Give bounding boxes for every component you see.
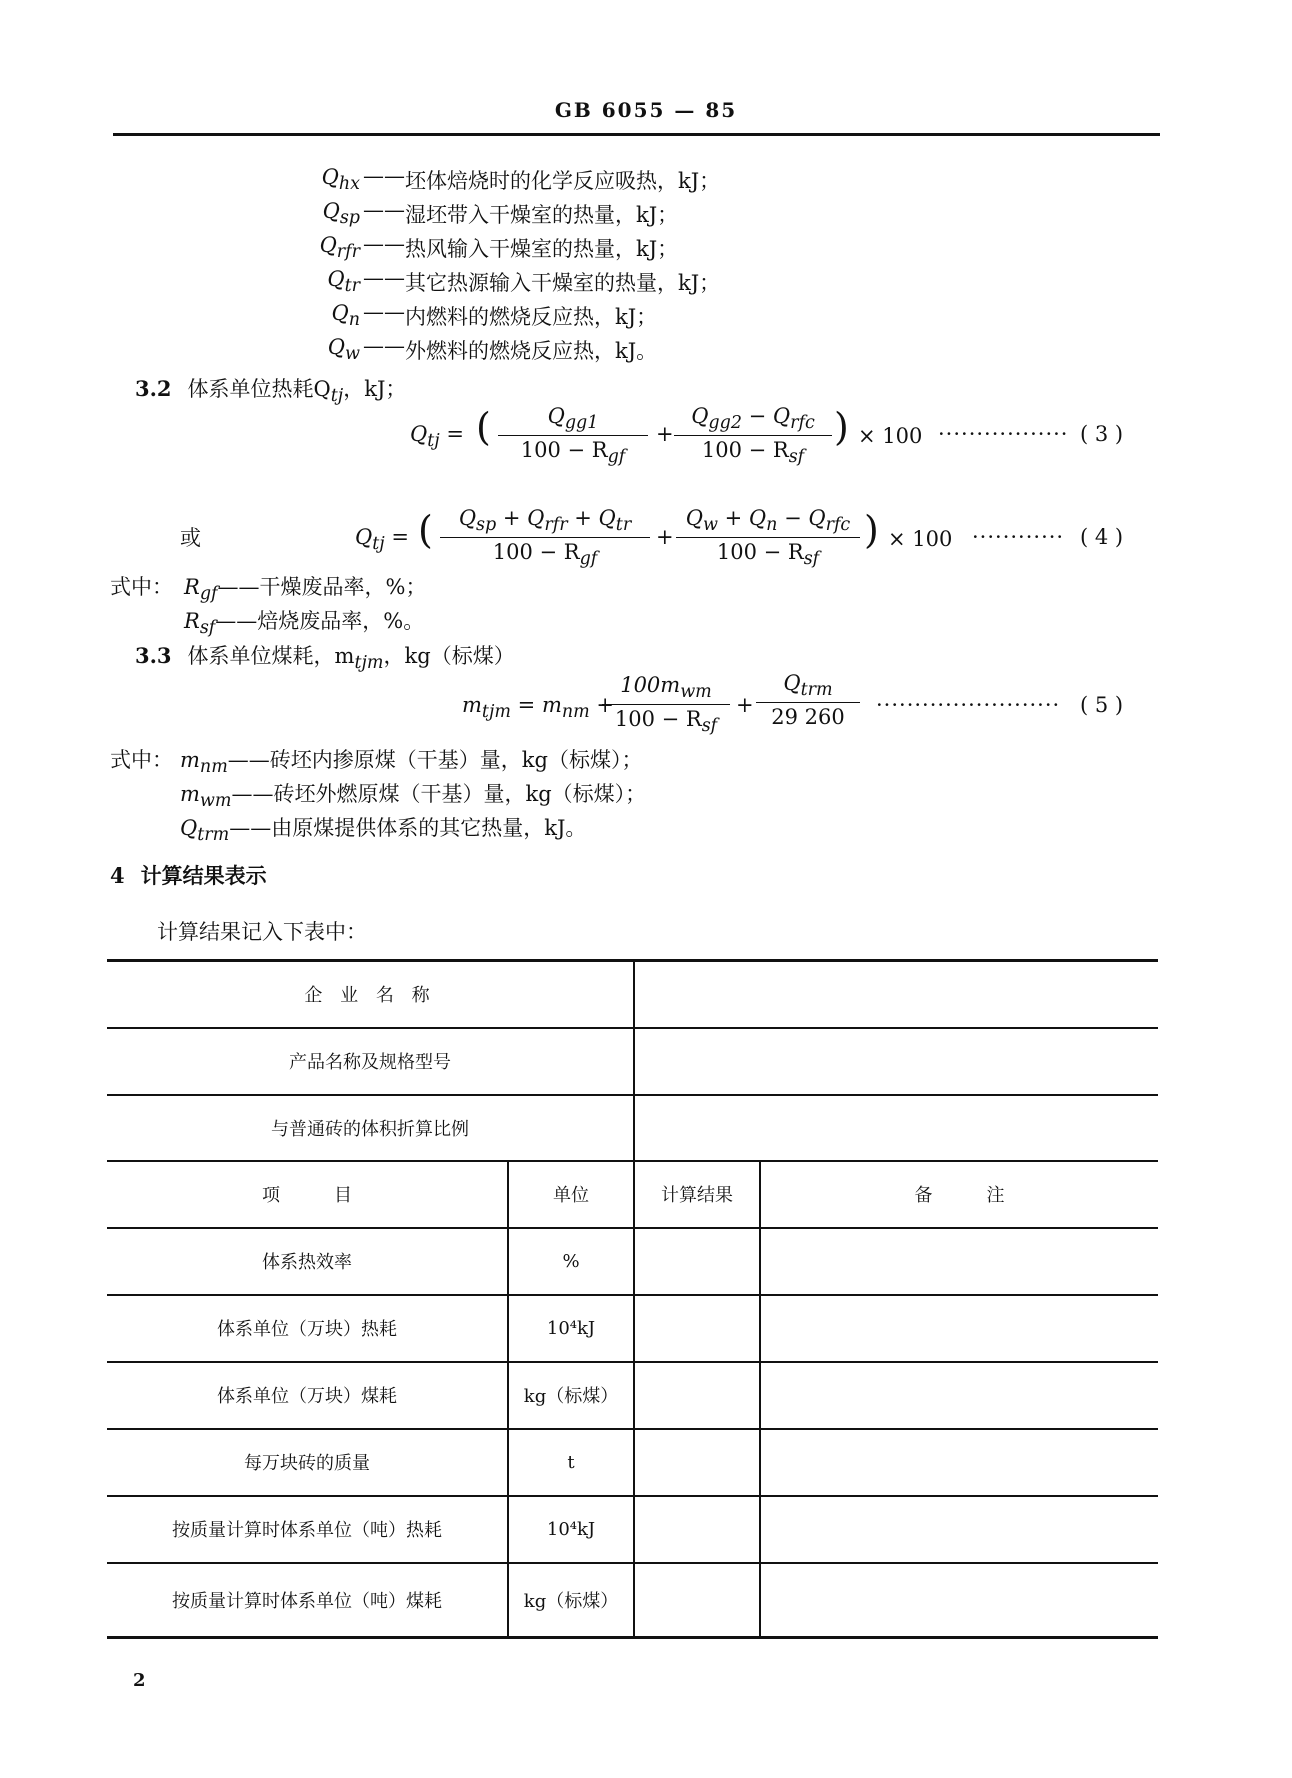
fraction-denominator: 100 − R [614,707,702,732]
intro-text: 计算结果记入下表中： [157,920,367,944]
fraction-numerator-subscript: rfc [790,413,815,434]
fraction-numerator-term: − Q [741,404,791,428]
table-value-company[interactable] [635,961,1158,1027]
definition-dash: —— [229,816,272,840]
definition-text: 干燥废品率，%； [259,575,427,599]
fraction-denominator-subscript: sf [803,549,820,570]
fraction-numerator-subscript: gg2 [708,413,742,434]
formula-label: ( 3 ) [1080,422,1124,446]
table-label-conversion: 与普通砖的体积折算比例 [271,1118,469,1140]
section-title: 计算结果表示 [140,863,267,888]
formula-label: ( 5 ) [1080,693,1124,717]
row-unit: 10⁴kJ [546,1317,596,1339]
fraction-numerator-term: + Q [717,506,767,530]
formula-lhs-subscript: tjm [481,702,511,723]
fraction-numerator-subscript: rfr [544,515,568,536]
section-number: 3.2 [135,376,172,401]
definition-dash: —— [227,748,270,772]
definition-dash: —— [363,198,405,222]
definition-symbol: Q [319,233,337,257]
header-unit: 单位 [553,1185,589,1206]
definition-text: 砖坯外燃原煤（干基）量，kg（标煤）； [273,782,647,806]
definition-dash: —— [217,575,260,599]
definition-subscript: tr [344,276,360,297]
fraction-numerator-subscript: gg1 [564,413,599,434]
fraction-numerator-term: + Q [567,506,616,530]
formula-plus: + [736,693,754,717]
definition-subscript: hx [338,174,360,195]
definition-dash: —— [363,300,405,324]
definition-symbol: Q [327,335,346,359]
definition-subscript: w [345,344,360,365]
fraction-numerator: Q [685,506,703,530]
definition-text: 由原煤提供体系的其它热量，kJ。 [271,816,587,840]
section-3-2 [135,373,406,406]
fraction-numerator: 100m [620,673,681,697]
definition-symbol: Q [327,267,345,291]
definition-subscript: sp [339,208,360,229]
formula-plus: + [596,693,615,717]
fraction-2 [674,404,832,467]
definition-row [200,267,760,301]
section-number: 4 [110,863,125,888]
definition-row [180,778,646,811]
fraction-denominator-subscript: sf [788,447,805,468]
definition-text: 内燃料的燃烧反应热，kJ； [405,305,658,329]
row-result[interactable] [635,1295,759,1361]
document-header: GB 6055 — 85 [554,98,738,122]
definition-subscript: sf [199,618,216,639]
definition-subscript: gf [199,584,218,605]
row-result[interactable] [635,1563,759,1636]
header-rule [113,133,1160,136]
section-subscript: tj [330,386,344,407]
section-4 [110,860,267,890]
section-subscript: tjm [354,653,384,674]
header-result: 计算结果 [661,1185,733,1206]
table-value-product[interactable] [635,1028,1158,1094]
table-divider [759,1160,761,1638]
definition-subscript: nm [199,757,228,778]
definition-dash: —— [215,609,258,633]
section-text: 体系单位热耗Q [187,377,331,401]
definition-subscript: rfr [336,242,360,263]
section-unit: ，kJ； [343,377,407,401]
definition-dash: —— [363,334,405,358]
definition-dash: —— [363,164,405,188]
definition-text: 砖坯内掺原煤（干基）量，kg（标煤）； [269,748,643,772]
definition-symbol: m [180,782,200,806]
definition-text: 湿坯带入干燥室的热量，kJ； [405,203,679,227]
fraction-denominator-subscript: gf [579,549,598,570]
definition-row [180,812,586,845]
fraction-2 [676,506,860,569]
row-item: 按质量计算时体系单位（吨）热耗 [172,1520,442,1541]
definition-symbol: Q [322,199,340,223]
row-result[interactable] [635,1362,759,1428]
fraction-denominator: 100 − R [520,438,608,463]
formula-subscript: nm [561,702,590,723]
row-item: 体系热效率 [262,1252,352,1273]
row-result[interactable] [635,1228,759,1294]
fraction-numerator-term: − Q [777,506,826,530]
definition-subscript: n [348,310,360,331]
definition-text: 坯体焙烧时的化学反应吸热，kJ； [405,169,721,193]
fraction-numerator-subscript: wm [680,682,712,703]
formula-leader-dots: ············ [972,525,1065,549]
fraction-numerator: Q [458,506,477,530]
section-3-3 [135,640,515,673]
row-unit: kg（标煤） [523,1590,619,1612]
definition-symbol: Q [331,301,349,325]
definition-dash: —— [363,266,405,290]
left-paren: ( [418,508,433,552]
section-unit: ，kg（标煤） [383,644,515,668]
definition-text: 热风输入干燥室的热量，kJ； [405,237,679,261]
row-item: 按质量计算时体系单位（吨）煤耗 [172,1590,442,1612]
fraction-denominator: 100 − R [701,438,789,463]
definition-row [184,605,424,638]
fraction-numerator-term: + Q [496,506,545,530]
fraction-1 [440,506,650,569]
definition-row [200,301,760,335]
formula-plus: + [656,525,674,549]
formula-equals: = [391,525,409,549]
row-unit: kg（标煤） [523,1386,619,1407]
definition-text: 其它热源输入干燥室的热量，kJ； [405,271,721,295]
definition-row [184,571,426,604]
formula-equals: = [446,422,464,446]
definition-dash: —— [231,782,274,806]
formula-lhs: Q [410,422,428,446]
formula-lhs-subscript: tj [372,534,385,555]
table-label-product: 产品名称及规格型号 [289,1052,451,1073]
row-result[interactable] [635,1429,759,1495]
row-item: 体系单位（万块）热耗 [217,1319,397,1340]
definition-row [200,199,760,233]
row-item: 每万块砖的质量 [244,1453,370,1474]
definition-symbol: Q [321,165,339,189]
formula-lhs: m [462,693,482,717]
definition-symbol: Q [180,816,198,840]
section-number: 3.3 [135,643,172,668]
where-label: 式中： [110,748,173,772]
formula-leader-dots: ················· [938,422,1069,446]
formula-times: × 100 [888,527,953,551]
formula-label: ( 4 ) [1080,525,1124,549]
header-note: 备 注 [914,1185,1005,1206]
formula-equals: = m [517,693,562,717]
fraction-denominator: 29 260 [756,702,860,729]
section-text: 体系单位煤耗，m [187,644,355,668]
row-item: 体系单位（万块）煤耗 [217,1386,397,1407]
definition-row [180,744,642,777]
results-table [107,959,1158,1639]
definition-row [200,165,760,199]
header-item: 项 目 [262,1185,352,1206]
definition-row [200,233,760,267]
fraction-1 [602,673,730,736]
row-unit: % [562,1250,580,1272]
or-label: 或 [180,526,201,550]
fraction-numerator-subscript: w [702,515,718,536]
page-number: 2 [133,1670,146,1691]
fraction-numerator-subscript: trm [800,680,833,701]
formula-lhs-subscript: tj [427,431,440,452]
fraction-numerator-subscript: rfc [825,515,851,536]
fraction-numerator-subscript: sp [476,515,497,536]
definition-dash: —— [363,232,405,256]
definition-row [200,335,760,369]
fraction-numerator-subscript: tr [615,515,632,536]
definition-subscript: trm [197,825,230,846]
definition-text: 焙烧废品率，%。 [257,609,425,633]
fraction-2 [756,671,860,729]
definition-symbol: R [184,575,200,599]
fraction-denominator: 100 − R [492,540,580,565]
fraction-1 [498,404,648,467]
row-unit: t [567,1451,575,1473]
definition-text: 外燃料的燃烧反应热，kJ。 [405,339,658,363]
fraction-denominator: 100 − R [716,540,804,565]
table-value-conversion[interactable] [635,1095,1158,1160]
fraction-numerator: Q [691,404,709,428]
fraction-denominator-subscript: gf [607,447,626,468]
table-label-company: 企 业 名 称 [304,985,436,1006]
definition-symbol: R [184,609,200,633]
formula-lhs: Q [355,525,373,549]
definition-symbol: m [180,748,200,772]
row-result[interactable] [635,1496,759,1562]
definition-subscript: wm [199,791,232,812]
right-paren: ) [834,405,849,449]
fraction-numerator: Q [547,404,565,428]
fraction-numerator-subscript: n [766,515,778,536]
fraction-denominator-subscript: sf [701,716,718,737]
formula-plus: + [656,422,674,446]
formula-leader-dots: ························ [876,693,1061,717]
row-unit: 10⁴kJ [546,1518,596,1540]
fraction-numerator: Q [783,671,801,695]
left-paren: ( [476,405,491,449]
formula-times: × 100 [858,424,923,448]
right-paren: ) [864,508,879,552]
where-label: 式中： [110,575,173,599]
